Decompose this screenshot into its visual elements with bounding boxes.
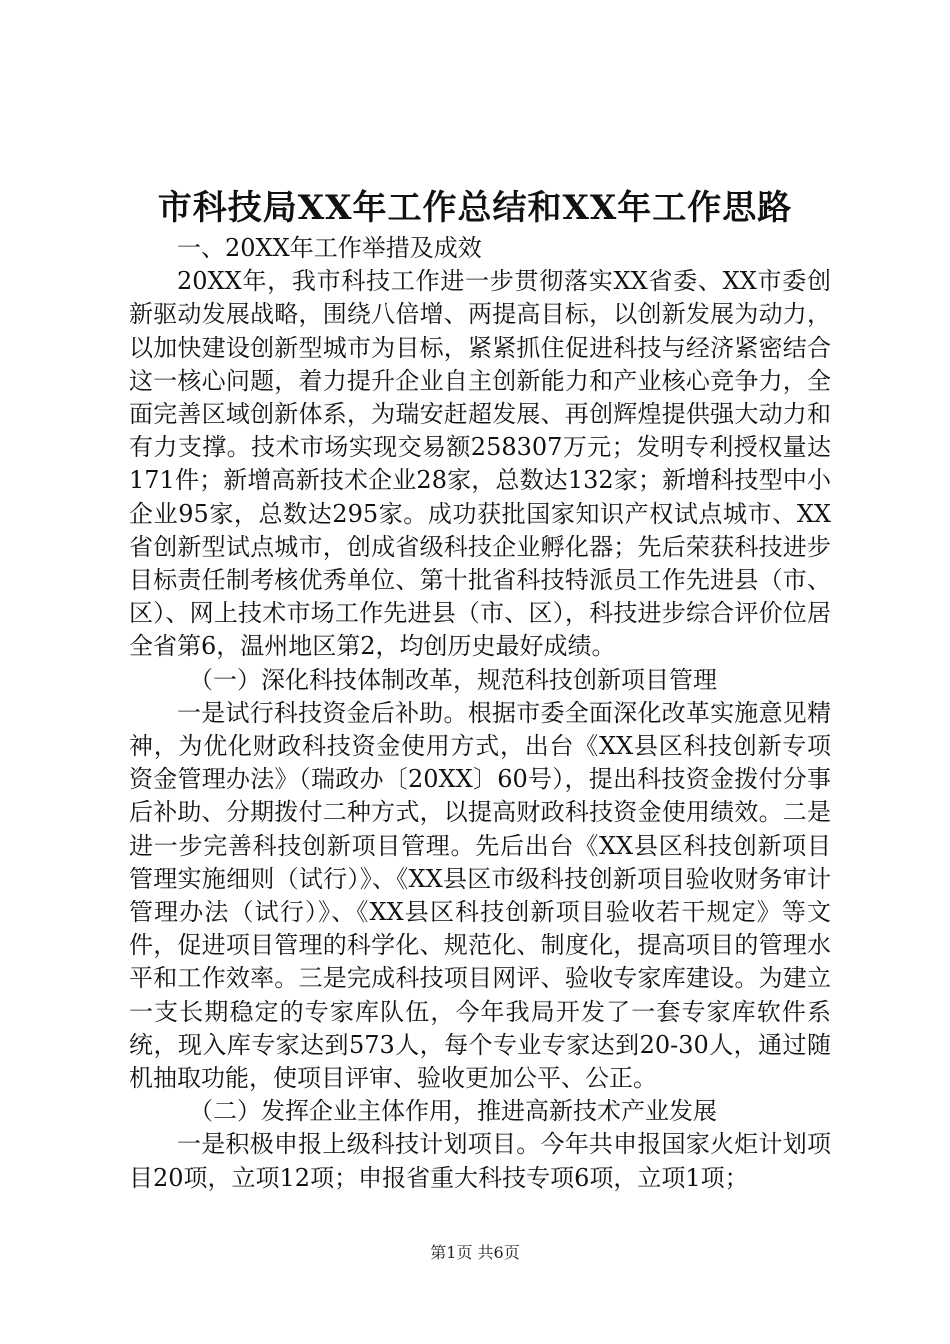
paragraph-reform: 一是试行科技资金后补助。根据市委全面深化改革实施意见精神，为优化财政科技资金使用方式，出台《XX县区科技创新专项资金管理办法》（瑞政办〔20XX〕60号），提出科技资金拨付分事后补助、分期拨付二种方式，以提高财政科技资金使用绩效。二是进一步完善科技创新项目管理。先后出台《XX县区科技创新项目管理实施细则（试行）》、《XX县区市级科技创新项目验收财务审计管理办法（试行）》、《XX县区科技创新项目验收若干规定》等文件，促进项目管理的科学化、规范化、制度化，提高项目的管理水平和工作效率。三是完成科技项目网评、验收专家库建设。为建立一支长期稳定的专家库队伍，今年我局开发了一套专家库软件系统，现入库专家达到573人，每个专业专家达到20-30人，通过随机抽取功能，使项目评审、验收更加公平、公正。 [129,698,831,1093]
paragraph-projects: 一是积极申报上级科技计划项目。今年共申报国家火炬计划项目20项，立项12项；申报省重大科技专项6项，立项1项； [129,1130,831,1192]
subsection-heading-2: （二）发挥企业主体作用，推进高新技术产业发展 [189,1097,717,1126]
paragraph-overview: 20XX年，我市科技工作进一步贯彻落实XX省委、XX市委创新驱动发展战略，围绕八倍增、两提高目标，以创新发展为动力，以加快建设创新型城市为目标，紧紧抓住促进科技与经济紧密结合这一核心问题，着力提升企业自主创新能力和产业核心竞争力，全面完善区域创新体系，为瑞安赶超发展、再创辉煌提供强大动力和有力支撑。技术市场实现交易额258307万元；发明专利授权量达171件；新增高新技术企业28家，总数达132家；新增科技型中小企业95家，总数达295家。成功获批国家知识产权试点城市、XX省创新型试点城市，创成省级科技企业孵化器；先后荣获科技进步目标责任制考核优秀单位、第十批省科技特派员工作先进县（市、区）、网上技术市场工作先进县（市、区），科技进步综合评价位居全省第6，温州地区第2，均创历史最好成绩。 [129,267,831,661]
section-heading-1: 一、20XX年工作举措及成效 [177,234,482,262]
page-footer: 第1页 共6页 [430,1243,520,1262]
subsection-heading-1: （一）深化科技体制改革，规范科技创新项目管理 [189,665,717,694]
document-title: 市科技局XX年工作总结和XX年工作思路 [157,188,793,228]
document-body [129,232,831,1195]
